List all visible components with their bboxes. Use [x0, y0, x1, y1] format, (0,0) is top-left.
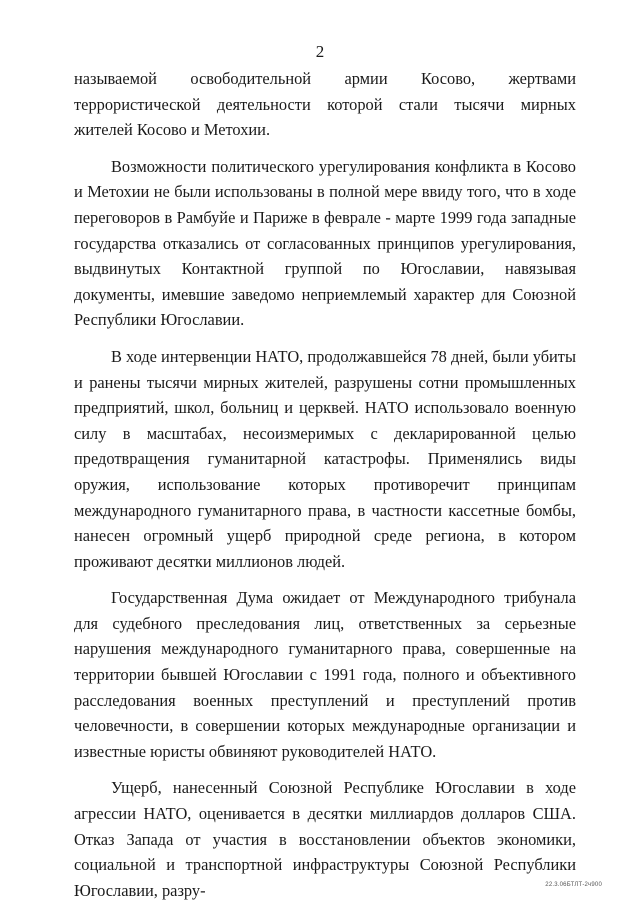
footer-document-code: 22.3.06БТЛТ-2ч900 — [545, 882, 602, 888]
paragraph-settlement: Возможности политического урегулирования конфликта в Косово и Метохии не были использованы в полной мере ввиду того, что в ходе переговоров в Рамбуйе и Париже в феврале - марте 1999 года западные государства отказались от согласованных принципов урегулирования, выдвинутых Контактной группой по Югославии, навязывая документы, имевшие заведомо неприемлемый характер для Союзной Республики Югославии. — [74, 156, 576, 330]
paragraph-duma-expectation: Государственная Дума ожидает от Международного трибунала для судебного преследования лиц, ответственных за серьезные нарушения международного гуманитарного права, совершенные на территории бывшей Югославии с 1991 года, полного и объективного расследования военных преступлений и преступлений против человечности, в совершении которых международные организации и известные юристы обвиняют руководителей НАТО. — [74, 588, 576, 761]
paragraph-damage: Ущерб, нанесенный Союзной Республике Югославии в ходе агрессии НАТО, оценивается в десятки миллиардов долларов США. Отказ Запада от участия в восстановлении объектов экономики, социальной и транспортной инфраструктуры Союзной Республики Югославии, разру- — [74, 778, 576, 900]
page-number: 2 — [315, 42, 325, 61]
paragraph-continuation: называемой освободительной армии Косово, жертвами террористической деятельности которой стали тысячи мирных жителей Косово и Метохии. — [74, 69, 576, 140]
paragraph-intervention: В ходе интервенции НАТО, продолжавшейся 78 дней, были убиты и ранены тысячи мирных жителей, разрушены сотни промышленных предприятий, школ, больниц и церквей. НАТО использовало военную силу в масштабах, несоизмеримых с декларированной целью предотвращения гуманитарной катастрофы. Применялись виды оружия, использование которых противоречит принципам международного гуманитарного права, в частности кассетные бомбы, нанесен огромный ущерб природной среде региона, в котором проживают десятки миллионов людей. — [74, 346, 576, 571]
document-body — [74, 66, 576, 903]
